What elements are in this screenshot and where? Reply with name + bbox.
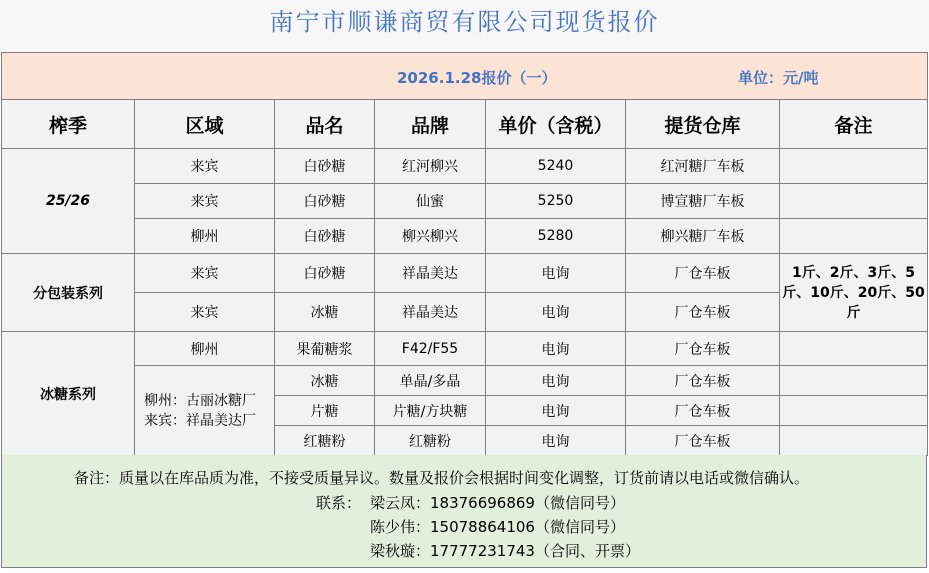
- region-cell: 来宾: [135, 149, 275, 184]
- col-header-product: 品名: [275, 100, 375, 149]
- table-header-row: [2, 100, 928, 149]
- price-cell: 电询: [486, 293, 626, 332]
- brand-cell: 红河柳兴: [375, 149, 486, 184]
- price-cell: 电询: [486, 332, 626, 366]
- price-cell: 5240: [486, 149, 626, 184]
- region-factories-text: 柳州：古丽冰糖厂 来宾：祥晶美达厂: [144, 392, 256, 429]
- remarks-panel: [1, 455, 927, 568]
- warehouse-cell: 厂仓车板: [626, 396, 780, 426]
- price-cell: 电询: [486, 366, 626, 396]
- col-header-season: 榨季: [2, 100, 135, 149]
- contact-label: 联系：: [316, 494, 362, 512]
- subheader-bar: [1, 52, 928, 99]
- product-cell: 白砂糖: [275, 149, 375, 184]
- col-header-brand: 品牌: [375, 100, 486, 149]
- brand-cell: 单晶/多晶: [375, 366, 486, 396]
- series-fenbao-cell: 分包装系列: [2, 254, 135, 332]
- quote-date: 2026.1.28报价（一）: [397, 69, 557, 87]
- note-cell: [780, 184, 928, 219]
- warehouse-cell: 厂仓车板: [626, 426, 780, 456]
- col-header-note: 备注: [780, 100, 928, 149]
- product-cell: 红糖粉: [275, 426, 375, 456]
- brand-cell: 仙蜜: [375, 184, 486, 219]
- price-cell: 电询: [486, 254, 626, 293]
- product-cell: 白砂糖: [275, 184, 375, 219]
- brand-cell: 祥晶美达: [375, 293, 486, 332]
- price-cell: 电询: [486, 426, 626, 456]
- note-pack-sizes: 1斤、2斤、3斤、5斤、10斤、20斤、50斤: [780, 254, 928, 332]
- contact-line: 梁云凤：18376696869（微信同号）: [370, 494, 625, 512]
- warehouse-cell: 厂仓车板: [626, 366, 780, 396]
- price-unit: 单位：元/吨: [738, 69, 819, 87]
- region-cell: 来宾: [135, 293, 275, 332]
- warehouse-cell: 厂仓车板: [626, 254, 780, 293]
- product-cell: 冰糖: [275, 366, 375, 396]
- product-cell: 冰糖: [275, 293, 375, 332]
- product-cell: 片糖: [275, 396, 375, 426]
- table-row: [2, 254, 928, 293]
- note-cell: [780, 396, 928, 426]
- region-cell: 来宾: [135, 254, 275, 293]
- warehouse-cell: 红河糖厂车板: [626, 149, 780, 184]
- product-cell: 白砂糖: [275, 219, 375, 254]
- table-row: [2, 219, 928, 254]
- region-cell: 柳州: [135, 219, 275, 254]
- col-header-price: 单价（含税）: [486, 100, 626, 149]
- remarks-text: 备注：质量以在库品质为准，不接受质量异议。数量及报价会根据时间变化调整，订货前请以电话或微信确认。: [74, 469, 810, 487]
- region-factories-cell: [135, 366, 275, 456]
- table-row: [2, 366, 928, 396]
- product-cell: 果葡糖浆: [275, 332, 375, 366]
- table-row: [2, 332, 928, 366]
- price-cell: 5250: [486, 184, 626, 219]
- contact-line: 陈少伟：15078864106（微信同号）: [370, 518, 625, 536]
- price-cell: 5280: [486, 219, 626, 254]
- product-cell: 白砂糖: [275, 254, 375, 293]
- region-cell: 柳州: [135, 332, 275, 366]
- page-title: 南宁市顺谦商贸有限公司现货报价: [269, 7, 660, 36]
- col-header-warehouse: 提货仓库: [626, 100, 780, 149]
- table-row: [2, 149, 928, 184]
- price-cell: 电询: [486, 396, 626, 426]
- title-bar: [0, 0, 929, 52]
- price-table: [1, 99, 928, 456]
- note-cell: [780, 426, 928, 456]
- table-row: [2, 184, 928, 219]
- series-bingtang-cell: 冰糖系列: [2, 332, 135, 456]
- warehouse-cell: 柳兴糖厂车板: [626, 219, 780, 254]
- col-header-region: 区域: [135, 100, 275, 149]
- brand-cell: 祥晶美达: [375, 254, 486, 293]
- note-cell: [780, 219, 928, 254]
- brand-cell: 片糖/方块糖: [375, 396, 486, 426]
- note-cell: [780, 332, 928, 366]
- contact-line: 梁秋璇：17777231743（合同、开票）: [370, 542, 640, 560]
- note-cell: [780, 149, 928, 184]
- season-cell: 25/26: [2, 149, 135, 254]
- warehouse-cell: 厂仓车板: [626, 332, 780, 366]
- warehouse-cell: 厂仓车板: [626, 293, 780, 332]
- brand-cell: F42/F55: [375, 332, 486, 366]
- region-cell: 来宾: [135, 184, 275, 219]
- brand-cell: 柳兴柳兴: [375, 219, 486, 254]
- brand-cell: 红糖粉: [375, 426, 486, 456]
- warehouse-cell: 博宣糖厂车板: [626, 184, 780, 219]
- note-cell: [780, 366, 928, 396]
